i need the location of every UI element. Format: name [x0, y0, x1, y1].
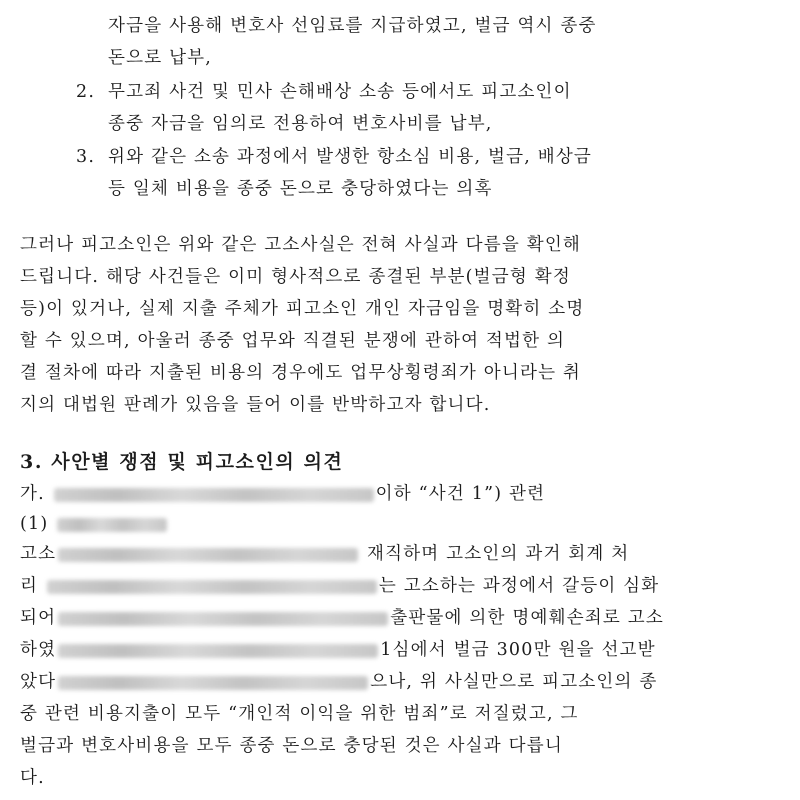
redacted-text [58, 548, 358, 562]
list-item-1-line-2: 돈으로 납부, [108, 48, 213, 68]
paragraph-2-line-3-prefix: 되어 [20, 608, 57, 628]
list-item-3-text-1: 위와 같은 소송 과정에서 발생한 항소심 비용, 벌금, 배상금 [108, 147, 593, 167]
paragraph-1-line-5: 결 절차에 따라 지출된 비용의 경우에도 업무상횡령죄가 아니라는 취 [20, 363, 582, 383]
list-item-3-line-1 [76, 145, 592, 169]
paragraph-1-line-3: 등)이 있거나, 실제 지출 주체가 피고소인 개인 자금임을 명확히 소명 [20, 299, 585, 319]
paragraph-2-line-7: 벌금과 변호사비용을 모두 종중 돈으로 충당된 것은 사실과 다릅니 [20, 736, 563, 756]
paragraph-1-line-2: 드립니다. 해당 사건들은 이미 형사적으로 종결된 부분(벌금형 확정 [20, 267, 571, 287]
redacted-text [58, 676, 368, 690]
item-label: (1) [20, 514, 49, 534]
sub-heading-prefix: 가. [20, 484, 45, 504]
paragraph-2-line-4-prefix: 하였 [20, 640, 57, 660]
sub-heading-suffix: 이하 “사건 1”) 관련 [375, 484, 546, 504]
paragraph-2-line-4 [20, 638, 656, 662]
paragraph-2-line-5-prefix: 았다 [20, 672, 57, 692]
list-item-2-number: 2. [76, 82, 96, 102]
redacted-text [57, 518, 167, 532]
paragraph-1-line-6: 지의 대법원 판례가 있음을 들어 이를 반박하고자 합니다. [20, 395, 491, 415]
paragraph-2-line-1-prefix: 고소 [20, 544, 57, 564]
list-item-2-line-1 [76, 80, 572, 104]
paragraph-2-line-3-suffix: 출판물에 의한 명예훼손죄로 고소 [390, 608, 664, 628]
paragraph-2-line-6: 중 관련 비용지출이 모두 “개인적 이익을 위한 범죄”로 저질렀고, 그 [20, 704, 579, 724]
list-item-3-number: 3. [76, 147, 96, 167]
paragraph-1-line-1: 그러나 피고소인은 위와 같은 고소사실은 전혀 사실과 다름을 확인해 [20, 235, 582, 255]
paragraph-2-line-1-suffix: 재직하며 고소인의 과거 회계 처 [366, 544, 630, 564]
list-item-3-line-2: 등 일체 비용을 종중 돈으로 충당하였다는 의혹 [108, 179, 493, 199]
item-label-line [20, 512, 169, 536]
paragraph-1-line-4: 할 수 있으며, 아울러 종중 업무와 직결된 분쟁에 관하여 적법한 의 [20, 331, 566, 351]
paragraph-2-line-5-suffix: 으나, 위 사실만으로 피고소인의 종 [370, 672, 658, 692]
paragraph-2-line-5 [20, 670, 658, 694]
redacted-text [58, 612, 388, 626]
paragraph-2-line-3 [20, 606, 664, 630]
paragraph-2-line-8: 다. [20, 768, 45, 788]
list-item-2-line-2: 종중 자금을 임의로 전용하여 변호사비를 납부, [108, 114, 493, 134]
section-heading: 3. 사안별 쟁점 및 피고소인의 의견 [20, 451, 344, 473]
redacted-text [58, 644, 378, 658]
paragraph-2-line-1 [20, 542, 629, 566]
redacted-text [47, 580, 377, 594]
list-item-2-text-1: 무고죄 사건 및 민사 손해배상 소송 등에서도 피고소인이 [108, 82, 572, 102]
paragraph-2-line-2-suffix: 는 고소하는 과정에서 갈등이 심화 [378, 576, 660, 596]
paragraph-2-line-2-prefix: 리 [20, 576, 39, 596]
list-item-1-line-1: 자금을 사용해 변호사 선임료를 지급하였고, 벌금 역시 종중 [108, 16, 597, 36]
sub-heading [20, 482, 545, 506]
paragraph-2-line-4-suffix: 1심에서 벌금 300만 원을 선고받 [380, 640, 656, 660]
paragraph-2-line-2 [20, 574, 659, 598]
redacted-text [54, 488, 374, 502]
